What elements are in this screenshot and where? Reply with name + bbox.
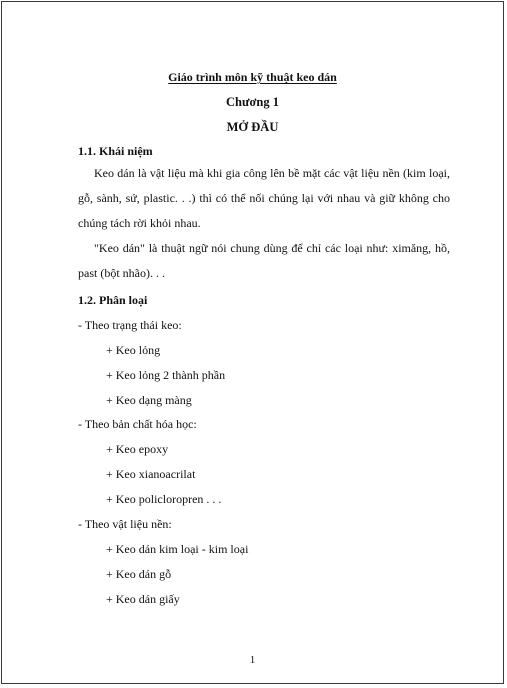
list-item: + Keo lỏng <box>106 343 161 357</box>
list-item: + Keo xianoacrilat <box>106 467 196 481</box>
concept-paragraph-2: "Keo dán" là thuật ngữ nói chung dùng để chỉ các loại như: ximăng, hồ, past (bột nhão). . . <box>78 241 450 280</box>
page-number: 1 <box>249 654 256 666</box>
group-label-state: - Theo trạng thái keo: <box>78 318 182 332</box>
list-item: + Keo dán gỗ <box>106 567 172 581</box>
group-label-substrate: - Theo vật liệu nền: <box>78 517 172 531</box>
list-item: + Keo dán kim loại - kim loại <box>106 542 249 556</box>
list-item: + Keo dạng màng <box>106 393 192 407</box>
list-item: + Keo epoxy <box>106 442 169 456</box>
chapter-number: Chương 1 <box>226 95 279 109</box>
chapter-title: MỞ ĐẦU <box>226 120 279 134</box>
section-heading-concept: 1.1. Khái niệm <box>78 144 153 158</box>
group-label-chemistry: - Theo bản chất hóa học: <box>78 417 197 431</box>
list-item: + Keo lỏng 2 thành phần <box>106 368 226 382</box>
document-title: Giáo trình môn kỹ thuật keo dán <box>168 70 337 84</box>
list-item: + Keo policloropren . . . <box>106 492 222 506</box>
concept-paragraph-1: Keo dán là vật liệu mà khi gia công lên bề mặt các vật liệu nền (kim loại, gỗ, sành, sứ, plastic. . .) thì có thể nối chúng lại với nhau và giữ không cho chúng tách rời khỏi nhau. <box>78 166 450 230</box>
document-page <box>1 1 504 684</box>
list-item: + Keo dán giấy <box>106 592 180 606</box>
section-heading-classification: 1.2. Phân loại <box>78 293 148 307</box>
